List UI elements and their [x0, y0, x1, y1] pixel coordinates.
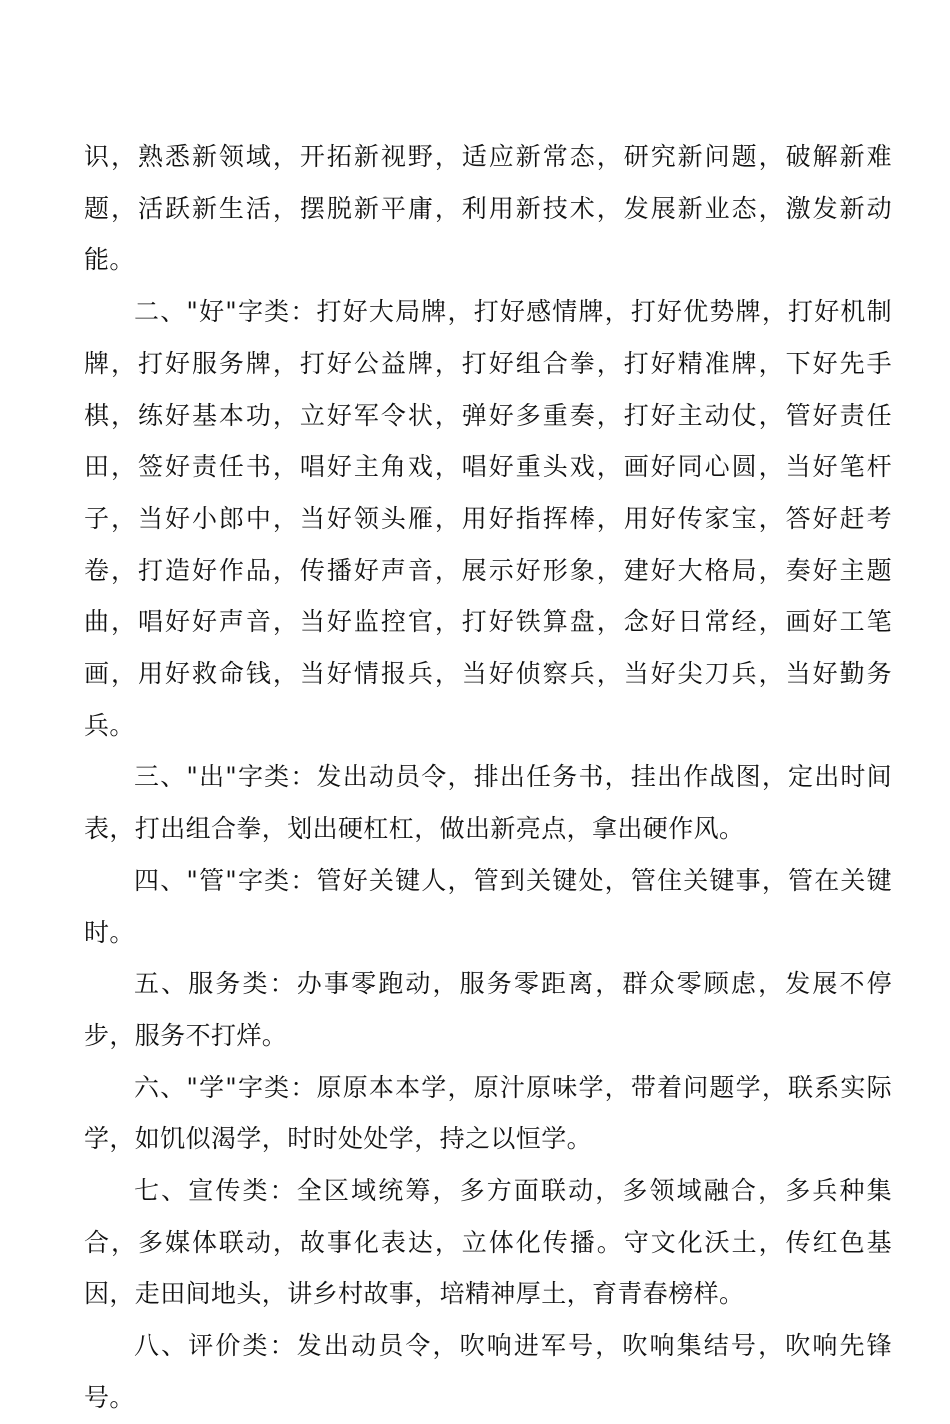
- paragraph-service-category: 五、服务类：办事零跑动，服务零距离，群众零顾虑，发展不停步，服务不打烊。: [84, 969, 892, 1050]
- paragraph-chu-category: 三、"出"字类：发出动员令，排出任务书，挂出作战图，定出时间表，打出组合拳，划出硬杠杠，做出新亮点，拿出硬作风。: [84, 762, 892, 844]
- paragraph-guan-category: 四、"管"字类：管好关键人，管到关键处，管住关键事，管在关键时。: [84, 865, 892, 947]
- paragraph-evaluation-category: 八、评价类：发出动员令，吹响进军号，吹响集结号，吹响先锋号。: [84, 1331, 892, 1412]
- paragraph-xue-category: 六、"学"字类：原原本本学，原汁原味学，带着问题学，联系实际学，如饥似渴学，时时处处学，持之以恒学。: [84, 1072, 892, 1154]
- paragraph-hao-category: 二、"好"字类：打好大局牌，打好感情牌，打好优势牌，打好机制牌，打好服务牌，打好公益牌，打好组合拳，打好精准牌，下好先手棋，练好基本功，立好军令状，弹好多重奏，打好主动仗，管好责任田，签好责任书，唱好主角戏，唱好重头戏，画好同心圆，当好笔杆子，当好小郎中，当好领头雁，用好指挥棒，用好传家宝，答好赶考卷，打造好作品，传播好声音，展示好形象，建好大格局，奏好主题曲，唱好好声音，当好监控官，打好铁算盘，念好日常经，画好工笔画，用好救命钱，当好情报兵，当好侦察兵，当好尖刀兵，当好勤务兵。: [84, 297, 892, 740]
- paragraph-continuation: 识，熟悉新领域，开拓新视野，适应新常态，研究新问题，破解新难题，活跃新生活，摆脱新平庸，利用新技术，发展新业态，激发新动能。: [84, 142, 892, 275]
- paragraph-publicity-category: 七、宣传类：全区域统筹，多方面联动，多领域融合，多兵种集合，多媒体联动，故事化表达，立体化传播。守文化沃土，传红色基因，走田间地头，讲乡村故事，培精神厚土，育青春榜样。: [84, 1176, 892, 1309]
- document-body: [84, 131, 892, 1424]
